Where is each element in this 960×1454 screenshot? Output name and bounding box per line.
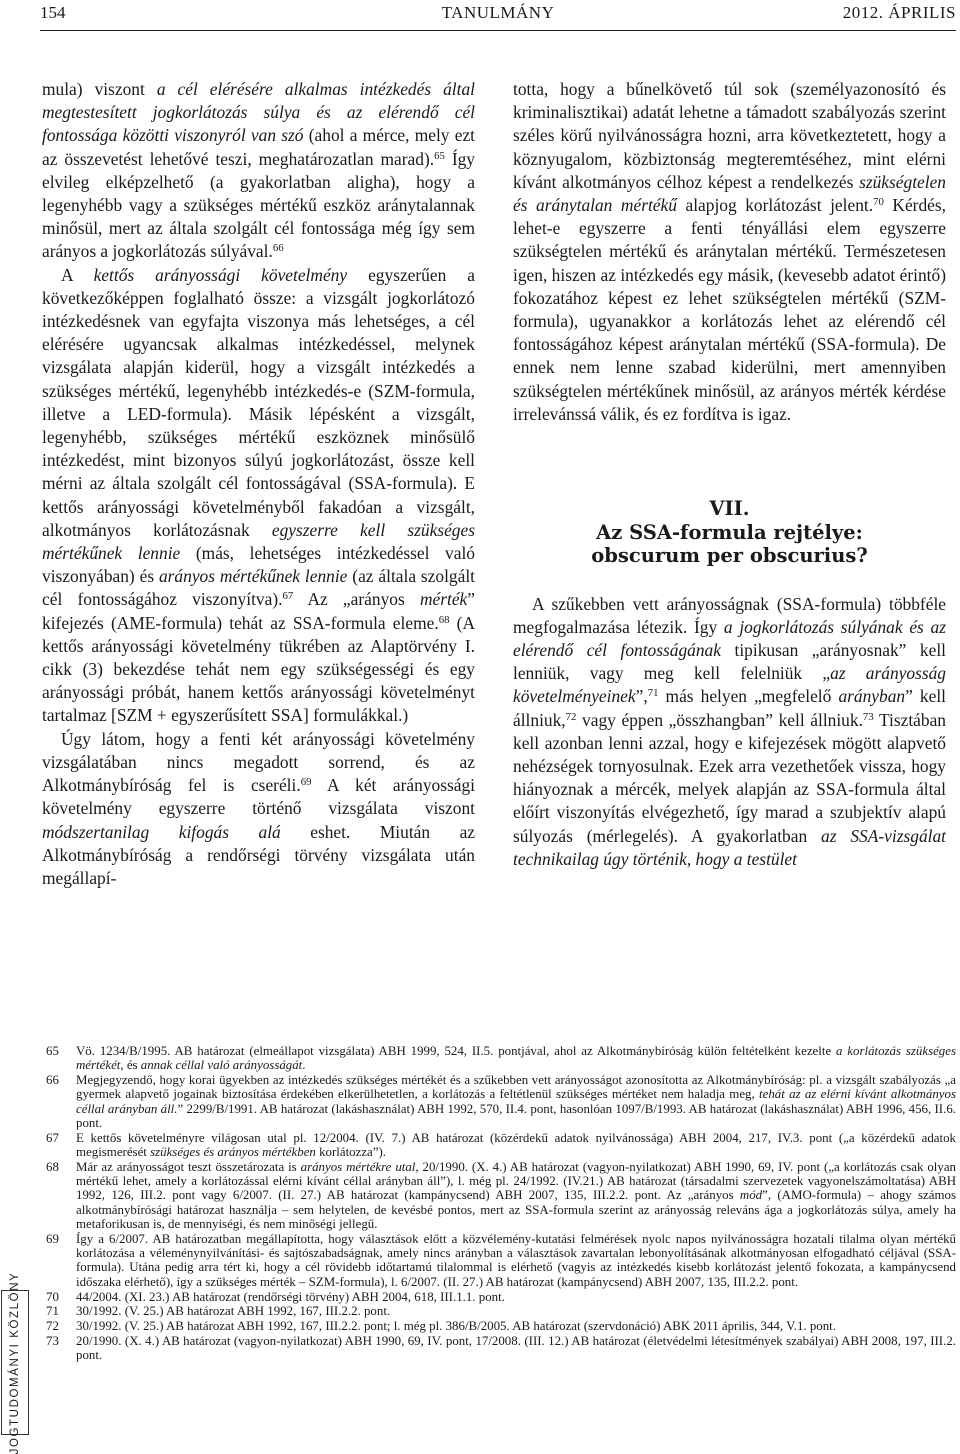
footnote-69 — [46, 1232, 956, 1289]
footnote-text — [76, 1160, 956, 1231]
text-run: Az „arányos — [293, 589, 420, 610]
section-heading — [513, 497, 946, 568]
journal-side-label — [1, 1271, 29, 1454]
footnote-number: 65 — [46, 1044, 59, 1058]
text-run: . — [302, 1058, 306, 1073]
text-run: Így elvileg elképzelhető (a gyakorlatban aligha), hogy a legenyhébb vagy a szükséges mértékű eszköz aránytalannak minősül, mert az általa szolgált cél fontossága még így sem arányos a jogkorlátozás súlyával. — [42, 148, 476, 262]
italic-text: tehát az az elérni kívánt alkotmányos céllal arányban áll. — [76, 1087, 956, 1116]
italic-text: arányos mértékre utal — [300, 1159, 416, 1174]
footnote-72 — [46, 1319, 956, 1333]
footnote-number: 72 — [46, 1319, 59, 1334]
right-column-paragraphs-top — [513, 78, 946, 426]
issue-date: 2012. ÁPRILIS — [842, 3, 956, 22]
left-column-paragraph-1 — [42, 78, 475, 264]
text-run: A — [61, 264, 94, 285]
footnote-68 — [46, 1160, 956, 1231]
text-run: 44/2004. (XI. 23.) AB határozat (rendőrségi törvény) ABH 2004, 618, III.1.1. pont. — [76, 1289, 505, 1304]
footnote-text — [76, 1073, 956, 1130]
right-column-bottom-paragraph-1 — [513, 593, 946, 871]
text-run: 30/1992. (V. 25.) AB határozat ABH 1992, 167, III.2.2. pont; l. még pl. 386/B/2005. AB határozat (szervdonáció) ABK 2011 április, 344, V.1. pont. — [76, 1319, 836, 1334]
footnote-number: 73 — [46, 1333, 59, 1348]
text-run: ” kell állniuk, — [513, 686, 946, 730]
footnote-reference: 65 — [434, 149, 445, 162]
footnote-73 — [46, 1334, 956, 1363]
italic-text: módszertanilag kifogás alá — [42, 821, 281, 842]
text-run: más helyen „megfelelő — [658, 686, 839, 707]
footnote-text — [76, 1044, 956, 1073]
footnote-70 — [46, 1290, 956, 1304]
footnote-reference: 66 — [272, 242, 284, 255]
italic-text: arányban — [838, 686, 906, 707]
text-run: (más, lehetséges intézkedéssel való viszonyában) és — [42, 543, 475, 587]
text-run: Úgy látom, hogy a fenti két arányossági követelmény vizsgálatában nincs megadott sorrend, és az Alkotmánybíróság fel is cseréli. — [42, 728, 475, 796]
italic-text: egyszerre kell szükséges mértékűnek lennie — [42, 519, 475, 564]
footnote-reference: 72 — [565, 710, 577, 723]
footnote-list — [46, 1044, 956, 1363]
footnote-text — [76, 1131, 956, 1160]
text-run: vagy éppen „összhangban” kell állniuk. — [576, 709, 863, 730]
text-run: ” kifejezés (AME-formula) tehát az SSA-formula eleme. — [42, 589, 475, 633]
italic-text: annak céllal való arányosságát — [140, 1058, 303, 1073]
footnote-65 — [46, 1044, 956, 1073]
footnote-number: 68 — [46, 1159, 59, 1174]
text-run: Megjegyzendő, hogy korai ügyekben az intézkedés szükséges mértékét és a szűkebben vett arányosságot azonosította az Alkotmánybíróság: pl. a vizsgált szabályozás „a gyermek alapvető jogainak biztosítása érdekében elkerülhetetlen, a korlátozás a feltétlenül szükséges mértéket nem haladja meg, — [76, 1073, 956, 1102]
text-run: alapjog korlátozást jelent. — [676, 195, 874, 216]
text-run: korlátozza”). — [315, 1145, 386, 1160]
text-run: A két arányossági követelmény egyszerre történő vizsgálata viszont — [42, 775, 476, 819]
footnote-text — [76, 1304, 956, 1318]
running-header — [40, 0, 956, 31]
section-title-line-1: Az SSA-formula rejtélye: — [596, 520, 863, 544]
footnote-reference: 67 — [282, 590, 294, 603]
text-run: , és — [120, 1058, 141, 1073]
italic-text: mód — [739, 1188, 763, 1203]
text-run: Így a 6/2007. AB határozatban megállapította, hogy választások előtt a közvélemény-kutatási felmérések nyolc napos nyilvánosságra hozatali tilalma olyan mértékű korlátozása a véleménynyilvánítási- és sajtószabadságnak, amely nincs arányban a választások zavartalan lebonyolításának alkotmányosan elfogadható céljával (SSA-formula). Utána pedig arra tért ki, hogy a cél rövidebb időtartamú tilalommal is elérhető (vagyis az intézkedés kisebb korlátozást jelentő fokozata, a kampánycsend időszaka elérhető), így a szükséges mérték – SZM-formula), l. 6/2007. (II. 27.) AB határozat (kampánycsend) ABH 2007, 135, III.2.2. pont. — [76, 1231, 956, 1289]
footnote-text — [76, 1290, 956, 1304]
footnote-67 — [46, 1131, 956, 1160]
italic-text: mérték — [419, 589, 468, 610]
text-run: (A kettős arányossági követelmény tükrében az Alaptörvény I. cikk (3) bekezdése tehát nem egy szükségességi és egy arányossági próbát, hanem kettős arányossági követelményt tartalmaz [SZM + egyszerűsített SSA] formulákkal.) — [42, 612, 475, 726]
text-run: totta, hogy a bűnelkövető túl sok (személyazonosító és kriminalisztikai) adatát lehetne a támadott szabályozás szerint széles körű nyilvánosságra hozni, arra következtetett, hogy a köznyugalom, közbiztonság megteremtéséhez, mint elérni kívánt alkotmányos célhoz képest a rendelkezés — [513, 79, 946, 192]
text-run: ”, — [635, 686, 648, 707]
footnote-reference: 70 — [873, 196, 884, 209]
footnote-71 — [46, 1304, 956, 1318]
text-run: tipikusan „arányosnak” kell lenniük, vagy meg kell felelniük „ — [513, 639, 946, 684]
left-column-paragraph-2 — [42, 264, 475, 728]
italic-text: kettős arányossági követelmény — [93, 264, 348, 285]
text-run: ”, (AMO-formula) – ahogy számos alkotmánybírósági határozat használja – sem helytelen, de kevésbé pontos, mert az SSA-formula szerint az arányosság releváns ága a jogkorlátozás súlya, amely ha metaforikusan is, de mennyiségi, és nem minőségi jellegű. — [76, 1188, 956, 1232]
footnote-number: 71 — [46, 1304, 59, 1319]
italic-text: a jogkorlátozás súlyának és az elérendő cél fontosságának — [513, 616, 947, 660]
text-run: , 20/1990. (X. 4.) AB határozat (vagyon-nyilatkozat) ABH 1990, 69, IV. pont („a korlátozás csak olyan mértékű lehet, amely a korlátozással elérni kívánt céllal arányban áll”), l. még pl. 24/1992. (IV.21.) AB határozat (társadalmi szervezetek vagyonelszámoltatása) ABH 1992, 126, III.2. pont vagy 6/2007. (II. 27.) AB határozat (kampánycsend) ABH 2007, 135, III.2.2. pont. Az „arányos — [76, 1159, 956, 1203]
italic-text: a cél elérésére alkalmas intézkedés által megtestesített jogkorlátozás súlya és az elérendő cél fontossága közötti viszonyról van szó — [42, 79, 476, 146]
text-run: Már az arányosságot teszt összetározata is — [76, 1159, 301, 1174]
section-label: TANULMÁNY — [441, 3, 555, 22]
italic-text: arányos mértékűnek lennie — [158, 566, 348, 587]
text-run: Tisztában kell azonban lenni azzal, hogy e kifejezések mögött alapvető nehézségek tornyosulnak. Ezek arra vezethetőek vissza, hogy hiányoznak a mércék, melyek alapján az SSA-formula által előírt viszonyítás elvégezhető, így marad a szubjektív alapú súlyozás (mérlegelés). A gyakorlatban — [513, 709, 946, 846]
footnote-number: 66 — [46, 1073, 59, 1088]
right-column — [513, 78, 946, 871]
italic-text: az arányosság követelményeinek — [513, 663, 946, 707]
text-run: (ahol a mérce, mely ezt az összevetést lehetővé teszi, meghatározatlan marad). — [42, 125, 475, 169]
text-run: E kettős követelményre világosan utal pl. 12/2004. (IV. 7.) AB határozat (közérdekű adatok nyilvánossága) ABH 2004, 217, IV.3. pont („a közérdekű adatok megismerését — [76, 1130, 956, 1160]
section-number: VII. — [709, 497, 750, 521]
footnote-number: 67 — [46, 1130, 59, 1145]
footnote-66 — [46, 1073, 956, 1130]
text-run: 20/1990. (X. 4.) AB határozat (vagyon-nyilatkozat) ABH 1990, 69, IV. pont, 17/2008. (III. 12.) AB határozat (életvédelmi létesítmények szabályai) ABH 2008, 197, III.2. pont. — [76, 1333, 956, 1363]
footnote-reference: 73 — [862, 710, 874, 723]
right-column-paragraphs-bottom — [513, 593, 946, 871]
journal-name: JOGTUDOMÁNYI KÖZLÖNY — [9, 1271, 21, 1454]
text-run: (az általa szolgált cél fontosságához viszonyítva). — [42, 566, 476, 610]
left-column-paragraph-3 — [42, 728, 475, 890]
footnote-number: 69 — [46, 1231, 59, 1246]
text-run: A szűkebben vett arányosságnak (SSA-formula) többféle megfogalmazása létezik. Így — [513, 593, 946, 637]
text-run: egyszerűen a következőképpen foglalható össze: a vizsgált jogkorlátozó intézkedésnek van egyfajta viszonya más lehetséges, a cél elérésére ugyancsak alkalmas intézkedéssel, melynek vizsgálata alapján kiderül, hogy a vizsgált intézkedés a szükséges mértékű, legenyhébb intézkedés-e (SZM-formula, illetve a LED-formula). Másik lépésként a vizsgált, legenyhébb, szükséges mértékű eszköznek minősülő intézkedést, mint bizonyos súlyú jogkorlátozást, össze kell mérni az általa szolgált cél fontosságával (SSA-formula). E kettős arányossági követelményből fakadóan a vizsgált, alkotmányos korlátozásnak — [42, 264, 475, 540]
footnote-reference: 71 — [647, 687, 659, 700]
text-run: 30/1992. (V. 25.) AB határozat ABH 1992, 167, III.2.2. pont. — [76, 1304, 391, 1319]
text-run: ” 2299/B/1991. AB határozat (lakáshasználat) ABH 1992, 570, II.4. pont, hasonlóan 1097/B/1993. AB határozat (lakáshasználat) ABH 1996, 456, II.6. pont. — [76, 1101, 956, 1130]
footnote-text — [76, 1334, 956, 1363]
right-column-top-paragraph-1 — [513, 78, 946, 426]
footnote-reference: 69 — [300, 776, 312, 789]
footnote-text — [76, 1319, 956, 1333]
footnotes — [46, 1044, 956, 1363]
left-column — [42, 78, 475, 890]
text-run: Kérdés, lehet-e egyszerre a fenti tényállási elem egyszerre szükségtelen mértékű és aránytalan mértékű. Természetesen igen, hiszen az intézkedés egy másik, (kevesebb adatot érintő) fokozatához képest ez lehet szükségtelen mértékű (SZM-formula), ugyanakkor a korlátozás lehet az elérendő cél fontosságához képest aránytalan mértékű (SSA-formula). De ennek nem lenne szabad kiderülni, mert amennyiben szükségtelen mértékűnek minősül, az arányos mérték kérdése irrelevánssá válik, és ez fordítva is igaz. — [513, 195, 946, 424]
text-run: mula) viszont — [42, 79, 157, 99]
italic-text: szükségtelen és aránytalan mértékű — [513, 171, 946, 216]
text-run: Vö. 1234/B/1995. AB határozat (elmeállapot vizsgálata) ABH 1999, 524, II.5. pontjával, ahol az Alkotmánybíróság külön feltételként kezelte — [76, 1044, 837, 1058]
italic-text: az SSA-vizsgálat technikailag úgy történik, hogy a testület — [513, 825, 947, 869]
italic-text: a korlátozás szükséges mértékét — [76, 1044, 956, 1073]
footnote-number: 70 — [46, 1289, 59, 1304]
text-run: eshet. Miután az Alkotmánybíróság a rendőrségi törvény vizsgálata után megállapí- — [42, 821, 476, 888]
page-number: 154 — [40, 3, 66, 22]
footnote-reference: 68 — [438, 613, 450, 626]
section-title-line-2: obscurum per obscurius? — [591, 544, 868, 568]
left-column-paragraphs — [42, 78, 475, 890]
italic-text: szükséges és arányos mértékben — [150, 1145, 316, 1160]
footnote-text — [76, 1232, 956, 1289]
